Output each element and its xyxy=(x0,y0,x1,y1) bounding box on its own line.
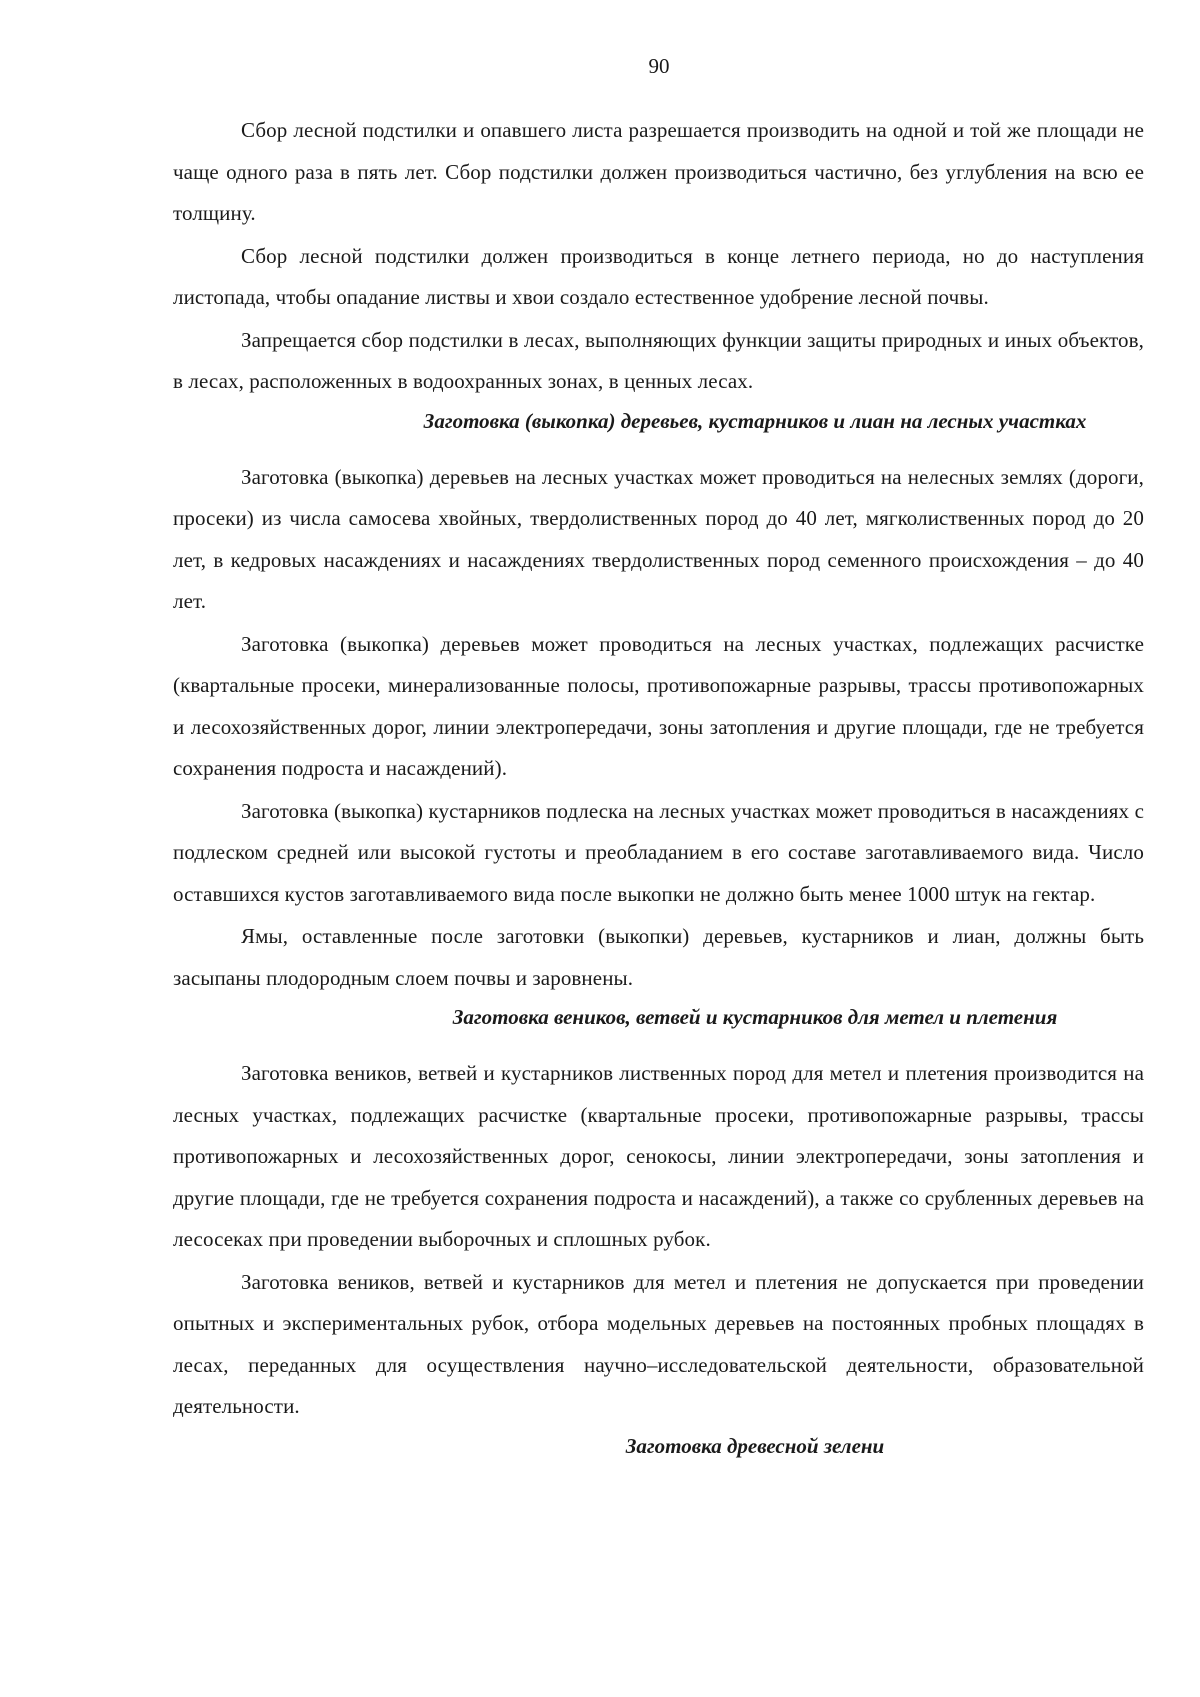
paragraph-trees-4: Ямы, оставленные после заготовки (выкопки) деревьев, кустарников и лиан, должны быть засыпаны плодородным слоем почвы и заровнены. xyxy=(173,924,1144,990)
paragraph-brooms-2: Заготовка веников, ветвей и кустарников для метел и плетения не допускается при проведении опытных и экспериментальных рубок, отбора модельных деревьев на постоянных пробных площадях в лесах, переданных для осуществления научно–исследовательской деятельности, образовательной деятельности. xyxy=(173,1269,1144,1418)
paragraph-litter-timing: Сбор лесной подстилки должен производиться в конце летнего периода, но до наступления листопада, чтобы опадание листвы и хвои создало естественное удобрение лесной почвы. xyxy=(173,243,1144,309)
section-heading-greens: Заготовка древесной зелени xyxy=(625,1433,885,1458)
page-content xyxy=(173,110,1144,1464)
paragraph-litter-collection: Сбор лесной подстилки и опавшего листа разрешается производить на одной и той же площади не чаще одного раза в пять лет. Сбор подстилки должен производиться частично, без углубления на всю ее толщину. xyxy=(173,118,1144,225)
paragraph-trees-2: Заготовка (выкопка) деревьев может проводиться на лесных участках, подлежащих расчистке (квартальные просеки, минерализованные полосы, противопожарные разрывы, трассы противопожарных и лесохозяйственных дорог, линии электропередачи, зоны затопления и другие площади, где не требуется сохранения подроста и насаждений). xyxy=(173,631,1144,780)
page-number: 90 xyxy=(648,54,670,78)
paragraph-trees-3: Заготовка (выкопка) кустарников подлеска на лесных участках может проводиться в насаждениях с подлеском средней или высокой густоты и преобладанием в его составе заготавливаемого вида. Число оставшихся кустов заготавливаемого вида после выкопки не должно быть менее 1000 штук на гектар. xyxy=(173,798,1144,906)
paragraph-litter-prohibition: Запрещается сбор подстилки в лесах, выполняющих функции защиты природных и иных объектов, в лесах, расположенных в водоохранных зонах, в ценных лесах. xyxy=(173,327,1144,393)
paragraph-trees-1: Заготовка (выкопка) деревьев на лесных участках может проводиться на нелесных землях (дороги, просеки) из числа самосева хвойных, твердолиственных пород до 40 лет, мягколиственных пород до 20 лет, в кедровых насаждениях и насаждениях твердолиственных пород семенного происхождения – до 40 лет. xyxy=(173,464,1144,613)
paragraph-brooms-1: Заготовка веников, ветвей и кустарников лиственных пород для метел и плетения производится на лесных участках, подлежащих расчистке (квартальные просеки, противопожарные разрывы, трассы противопожарных и лесохозяйственных дорог, сенокосы, линии электропередачи, зоны затопления и другие площади, где не требуется сохранения подроста и насаждений), а также со срубленных деревьев на лесосеках при проведении выборочных и сплошных рубок. xyxy=(173,1061,1144,1251)
section-heading-trees: Заготовка (выкопка) деревьев, кустарников и лиан на лесных участках xyxy=(423,408,1087,433)
section-heading-brooms: Заготовка веников, ветвей и кустарников для метел и плетения xyxy=(452,1005,1058,1029)
